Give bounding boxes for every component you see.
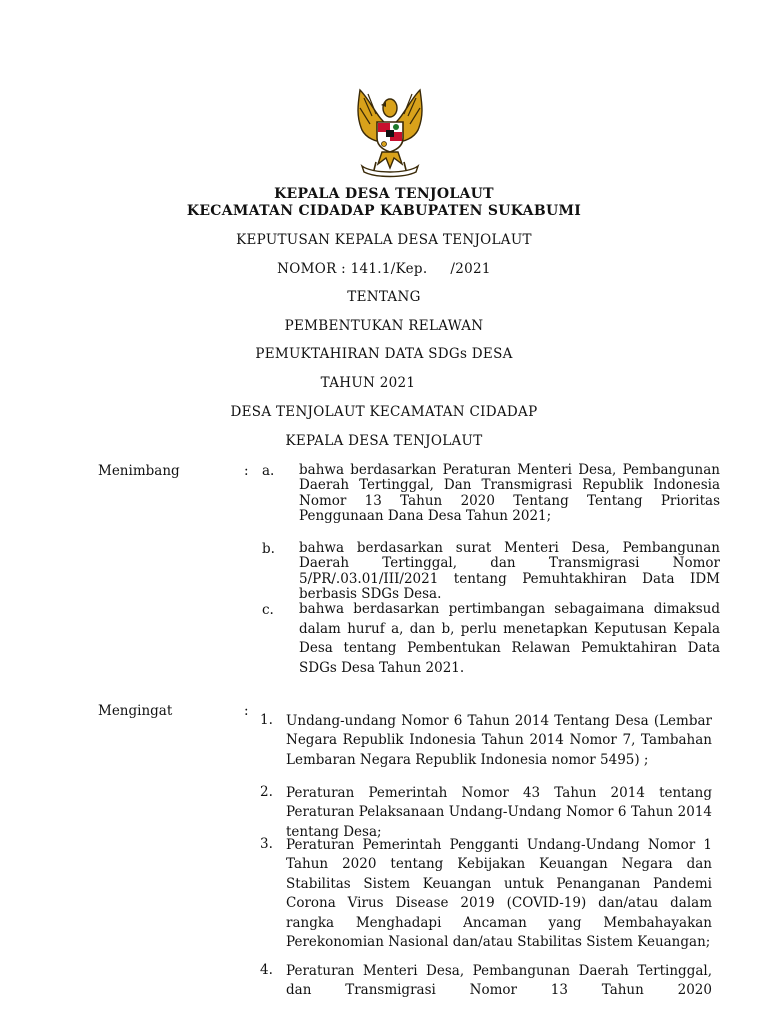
decree-subject-1: PEMBENTUKAN RELAWAN xyxy=(284,318,484,334)
mengingat-mark-1: 1. xyxy=(260,712,273,728)
decree-year: TAHUN 2021 xyxy=(320,375,416,391)
menimbang-item-a: bahwa berdasarkan Peraturan Menteri Desa, Pembangunan Daerah Tertinggal, Dan Transmigrasi Republik Indonesia Nomor 13 Tahun 2020 Tentang Tentang Prioritas Penggunaan Dana Desa Tahun 2021; xyxy=(299,462,720,525)
mengingat-item-4: Peraturan Menteri Desa, Pembangunan Daerah Tertinggal, dan Transmigrasi Nomor 13 Tahun 2020 xyxy=(286,963,712,999)
menimbang-label: Menimbang xyxy=(98,463,180,479)
decree-about: TENTANG xyxy=(347,289,421,305)
village-head: KEPALA DESA TENJOLAUT xyxy=(285,433,483,449)
menimbang-colon: : xyxy=(244,463,249,479)
garuda-emblem-icon xyxy=(342,86,438,178)
mengingat-mark-4: 4. xyxy=(260,962,273,978)
mengingat-item-1: Undang-undang Nomor 6 Tahun 2014 Tentang Desa (Lembar Negara Republik Indonesia Tahun 2014 Nomor 7, Tambahan Lembaran Negara Republik Indonesia nomor 5495) ; xyxy=(286,713,712,768)
menimbang-mark-c: c. xyxy=(262,602,274,618)
menimbang-item-c: bahwa berdasarkan pertimbangan sebagaimana dimaksud dalam huruf a, dan b, perlu menetapkan Keputusan Kepala Desa tentang Pembentukan Relawan Pemuktahiran Data SDGs Desa Tahun 2021. xyxy=(299,601,720,676)
decree-subject-2: PEMUKTAHIRAN DATA SDGs DESA xyxy=(255,346,513,362)
mengingat-item-2: Peraturan Pemerintah Nomor 43 Tahun 2014 tentang Peraturan Pelaksanaan Undang-Undang Nomor 6 Tahun 2014 tentang Desa; xyxy=(286,785,712,840)
decree-number: NOMOR : 141.1/Kep. /2021 xyxy=(277,261,491,277)
mengingat-label: Mengingat xyxy=(98,703,173,719)
village-name: DESA TENJOLAUT KECAMATAN CIDADAP xyxy=(230,404,538,420)
mengingat-item-3: Peraturan Pemerintah Pengganti Undang-Undang Nomor 1 Tahun 2020 tentang Kebijakan Keuangan Negara dan Stabilitas Sistem Keuangan untuk Penanganan Pandemi Corona Virus Disease 2019 (COVID-19) dan/atau dalam rangka Menghadapi Ancaman yang Membahayakan Perekonomian Nasional dan/atau Stabilitas Sistem Keuangan; xyxy=(286,837,712,951)
institution-name: KEPALA DESA TENJOLAUT xyxy=(274,186,494,202)
menimbang-item-b: bahwa berdasarkan surat Menteri Desa, Pembangunan Daerah Tertinggal, dan Transmigrasi Nomor 5/PR/.03.01/III/2021 tentang Pemuhtakhiran Data IDM berbasis SDGs Desa. xyxy=(299,540,720,603)
menimbang-mark-b: b. xyxy=(262,541,275,557)
institution-region: KECAMATAN CIDADAP KABUPATEN SUKABUMI xyxy=(186,203,582,219)
menimbang-mark-a: a. xyxy=(262,463,275,479)
mengingat-mark-2: 2. xyxy=(260,784,273,800)
decree-title: KEPUTUSAN KEPALA DESA TENJOLAUT xyxy=(236,232,532,248)
mengingat-colon: : xyxy=(244,703,249,719)
mengingat-mark-3: 3. xyxy=(260,836,273,852)
